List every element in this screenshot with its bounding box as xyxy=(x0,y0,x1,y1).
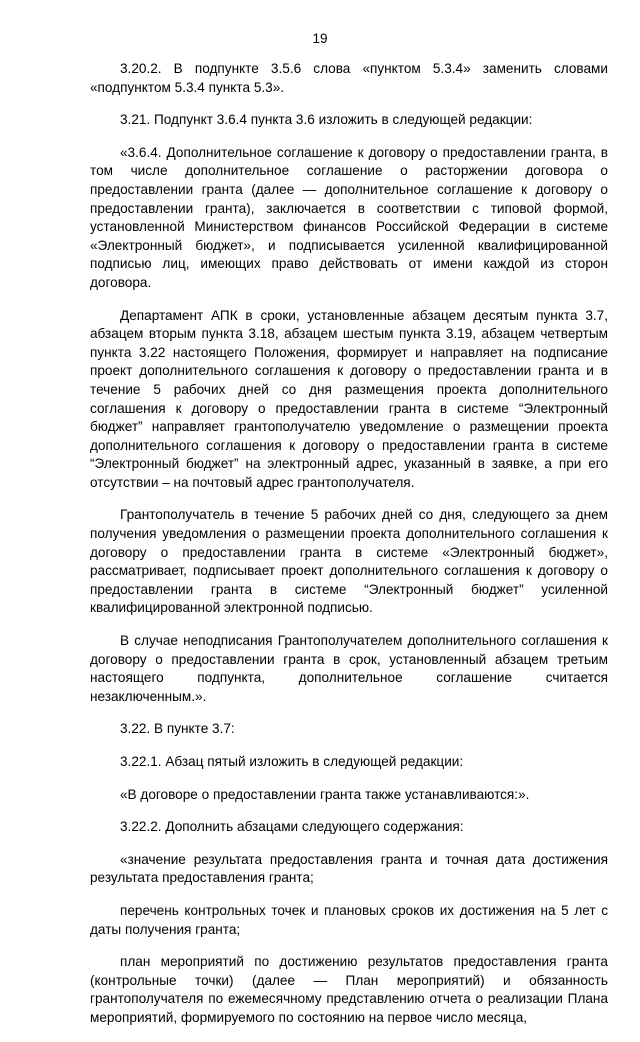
paragraph-3-22-2: 3.22.2. Дополнить абзацами следующего содержания: xyxy=(120,819,464,835)
paragraph-3-20-2: 3.20.2. В подпункте 3.5.6 слова «пунктом 5.3.4» заменить словами «подпунктом 5.3.4 пункта 5.3». xyxy=(90,61,608,95)
paragraph-3-21: 3.21. Подпункт 3.6.4 пункта 3.6 изложить в следующей редакции: xyxy=(120,112,533,128)
paragraph-department-apk: Департамент АПК в сроки, установленные абзацем десятым пункта 3.7, абзацем вторым пункта 3.18, абзацем шестым пункта 3.19, абзацем четвертым пункта 3.22 настоящего Положения, формирует и направляет на подписание проект дополнительного соглашения к договору о предоставлении гранта и в течение 5 рабочих дней со дня размещения проекта дополнительного соглашения к договору о предоставлении гранта в системе “Электронный бюджет” направляет грантополучателю уведомление о размещении проекта дополнительного соглашения к договору о предоставлении гранта в системе “Электронный бюджет” на электронный адрес, указанный в заявке, а при его отсутствии – на почтовый адрес грантополучателя. xyxy=(90,307,608,490)
paragraph-non-signing: В случае неподписания Грантополучателем дополнительного соглашения к договору о предоставлении гранта в срок, установленный абзацем третьим настоящего подпункта, дополнительное соглашение считается незаключенным.». xyxy=(90,633,608,704)
paragraph-control-points: перечень контрольных точек и плановых сроков их достижения на 5 лет с даты получения гранта; xyxy=(90,902,608,937)
paragraph-action-plan: план мероприятий по достижению результатов предоставления гранта (контрольные точки) (далее — План мероприятий) и обязанность грантополучателя по ежемесячному представлению отчета о реализации Плана мероприятий, формируемого по состоянию на первое число месяца, xyxy=(90,954,608,1025)
paragraph-quote-contract: «В договоре о предоставлении гранта также устанавливаются:». xyxy=(120,786,530,802)
paragraph-3-22-1: 3.22.1. Абзац пятый изложить в следующей редакции: xyxy=(120,754,464,769)
paragraph-3-22: 3.22. В пункте 3.7: xyxy=(120,721,235,737)
paragraph-3-6-4: «3.6.4. Дополнительное соглашение к договору о предоставлении гранта, в том числе дополнительное соглашение о расторжении договора о предоставлении гранта (далее — дополнительное соглашение к договору о предоставлении гранта), заключается в соответствии с типовой формой, установленной Министерством финансов Российской Федерации в системе «Электронный бюджет», и подписывается усиленной квалифицированной подписью лиц, имеющих право действовать от имени каждой из сторон договора. xyxy=(90,144,608,290)
paragraph-grant-recipient: Грантополучатель в течение 5 рабочих дней со дня, следующего за днем получения уведомления о размещении проекта дополнительного соглашения к договору о предоставлении гранта в системе «Электронный бюджет», рассматривает, подписывает проект дополнительного соглашения к договору о предоставлении гранта в системе “Электронный бюджет” усиленной квалифицированной электронной подписью. xyxy=(90,507,608,616)
document-body xyxy=(90,60,608,1042)
page-number: 19 xyxy=(312,31,328,46)
paragraph-result-value: «значение результата предоставления гранта и точная дата достижения результата предоставления гранта; xyxy=(90,851,608,886)
